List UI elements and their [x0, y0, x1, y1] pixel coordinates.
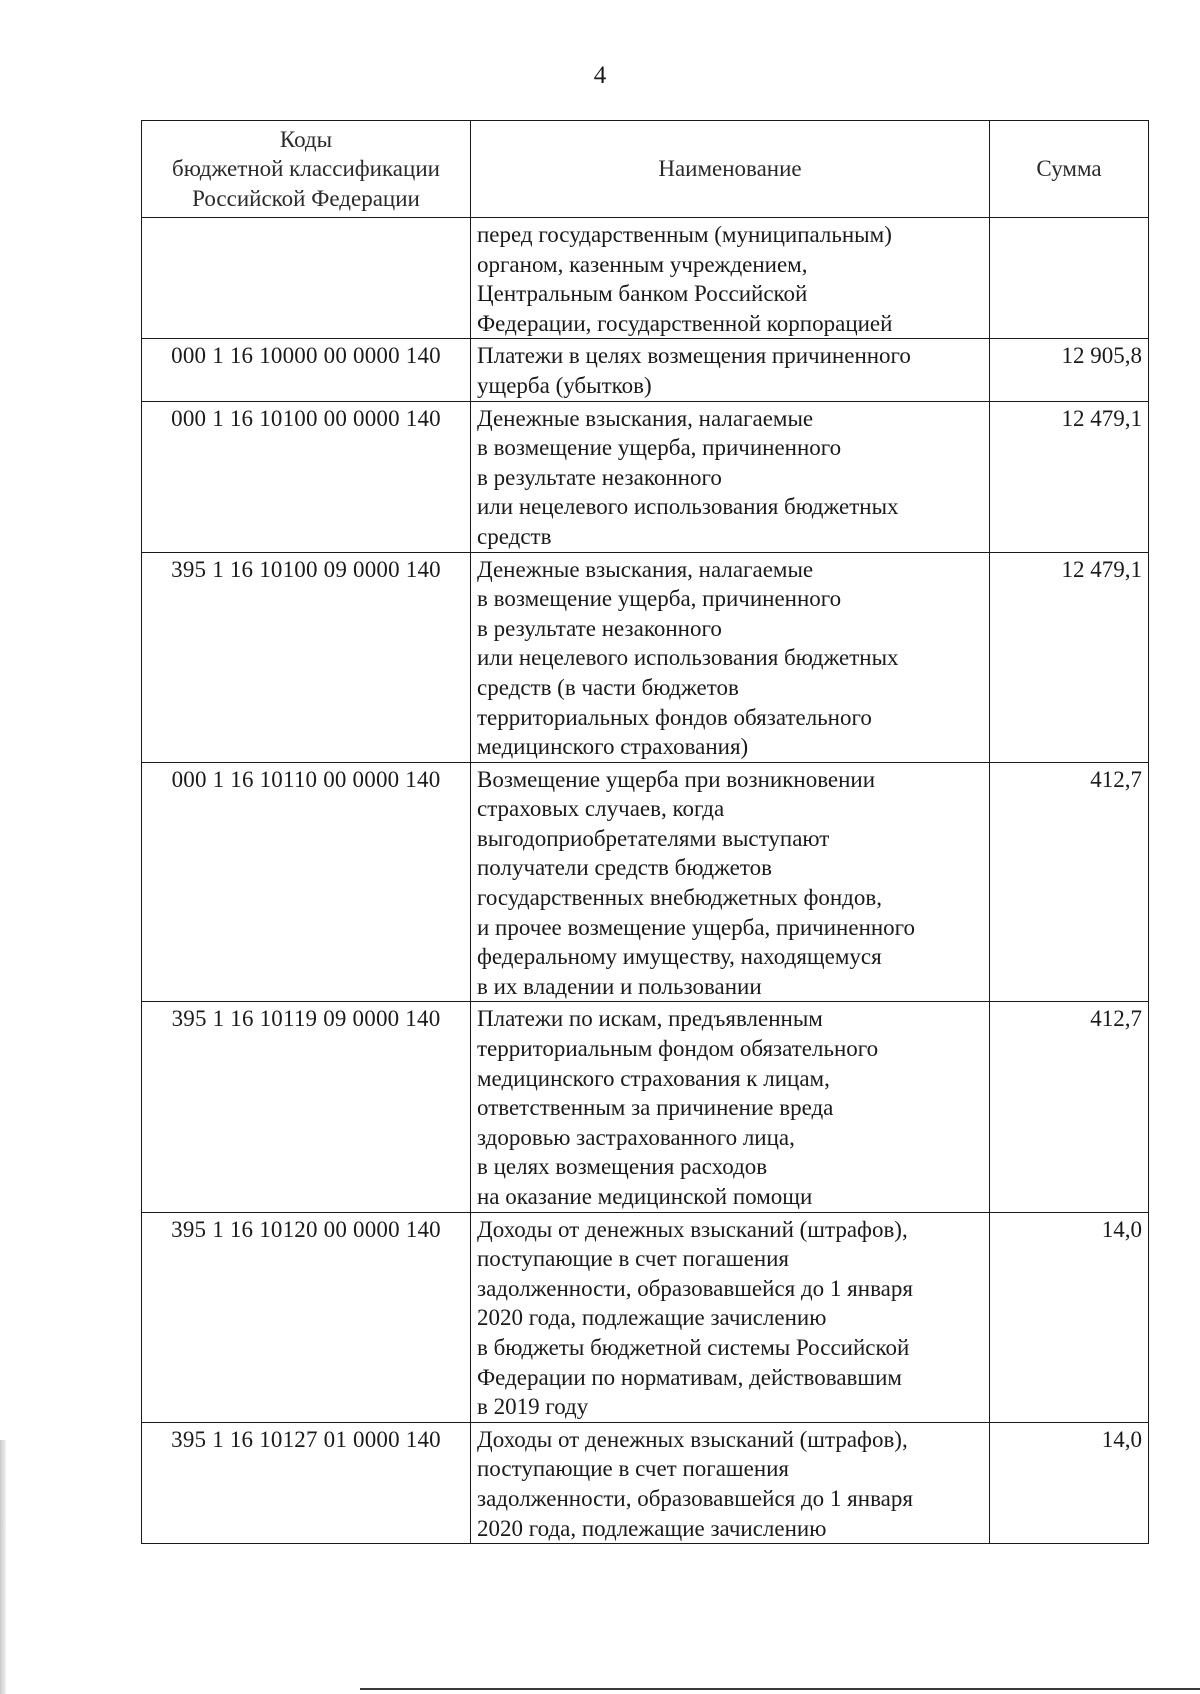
row-sum: 14,0	[990, 1212, 1149, 1422]
header-codes-line: Российской Федерации	[192, 185, 420, 211]
row-name: Денежные взыскания, налагаемые в возмещение ущерба, причиненного в результате незаконного или нецелевого использования бюджетных средств	[471, 401, 990, 552]
row-code: 395 1 16 10119 09 0000 140	[142, 1002, 471, 1212]
header-name: Наименование	[471, 121, 990, 218]
row-name: Денежные взыскания, налагаемые в возмещение ущерба, причиненного в результате незаконного или нецелевого использования бюджетных средств (в части бюджетов территориальных фондов обязательного медицинского страхования)	[471, 552, 990, 762]
table-row	[142, 218, 1149, 339]
table-row	[142, 339, 1149, 401]
table-row	[142, 1212, 1149, 1422]
row-sum	[990, 218, 1149, 339]
budget-classification-table	[141, 120, 1149, 1544]
page-number: 4	[593, 62, 607, 89]
header-codes-line: Коды	[279, 126, 333, 152]
row-sum: 12 479,1	[990, 552, 1149, 762]
row-code: 395 1 16 10120 00 0000 140	[142, 1212, 471, 1422]
row-name: перед государственным (муниципальным) органом, казенным учреждением, Центральным банком Российской Федерации, государственной корпорацией	[471, 218, 990, 339]
table-row	[142, 401, 1149, 552]
row-name: Платежи по искам, предъявленным территориальным фондом обязательного медицинского страхования к лицам, ответственным за причинение вреда здоровью застрахованного лица, в целях возмещения расходов на оказание медицинской помощи	[471, 1002, 990, 1212]
row-code	[142, 218, 471, 339]
row-sum: 412,7	[990, 1002, 1149, 1212]
table-row	[142, 762, 1149, 1002]
row-sum: 412,7	[990, 762, 1149, 1002]
header-codes	[142, 121, 471, 218]
header-sum: Сумма	[990, 121, 1149, 218]
row-name: Доходы от денежных взысканий (штрафов), поступающие в счет погашения задолженности, образовавшейся до 1 января 2020 года, подлежащие зачислению в бюджеты бюджетной системы Российской Федерации по нормативам, действовавшим в 2019 году	[471, 1212, 990, 1422]
row-sum: 12 905,8	[990, 339, 1149, 401]
row-name: Платежи в целях возмещения причиненного ущерба (убытков)	[471, 339, 990, 401]
header-codes-line: бюджетной классификации	[172, 156, 440, 182]
row-code: 000 1 16 10100 00 0000 140	[142, 401, 471, 552]
row-sum: 12 479,1	[990, 401, 1149, 552]
row-code: 395 1 16 10100 09 0000 140	[142, 552, 471, 762]
table-header-row	[142, 121, 1149, 218]
table-row	[142, 1422, 1149, 1543]
row-name: Доходы от денежных взысканий (штрафов), поступающие в счет погашения задолженности, образовавшейся до 1 января 2020 года, подлежащие зачислению	[471, 1422, 990, 1543]
table-row	[142, 1002, 1149, 1212]
row-code: 395 1 16 10127 01 0000 140	[142, 1422, 471, 1543]
table-row	[142, 552, 1149, 762]
row-name: Возмещение ущерба при возникновении страховых случаев, когда выгодоприобретателями выступают получатели средств бюджетов государственных внебюджетных фондов, и прочее возмещение ущерба, причиненного федеральному имуществу, находящемуся в их владении и пользовании	[471, 762, 990, 1002]
scan-bottom-edge	[360, 1688, 1200, 1690]
row-sum: 14,0	[990, 1422, 1149, 1543]
scan-shadow-edge	[0, 1440, 6, 1694]
row-code: 000 1 16 10000 00 0000 140	[142, 339, 471, 401]
row-code: 000 1 16 10110 00 0000 140	[142, 762, 471, 1002]
